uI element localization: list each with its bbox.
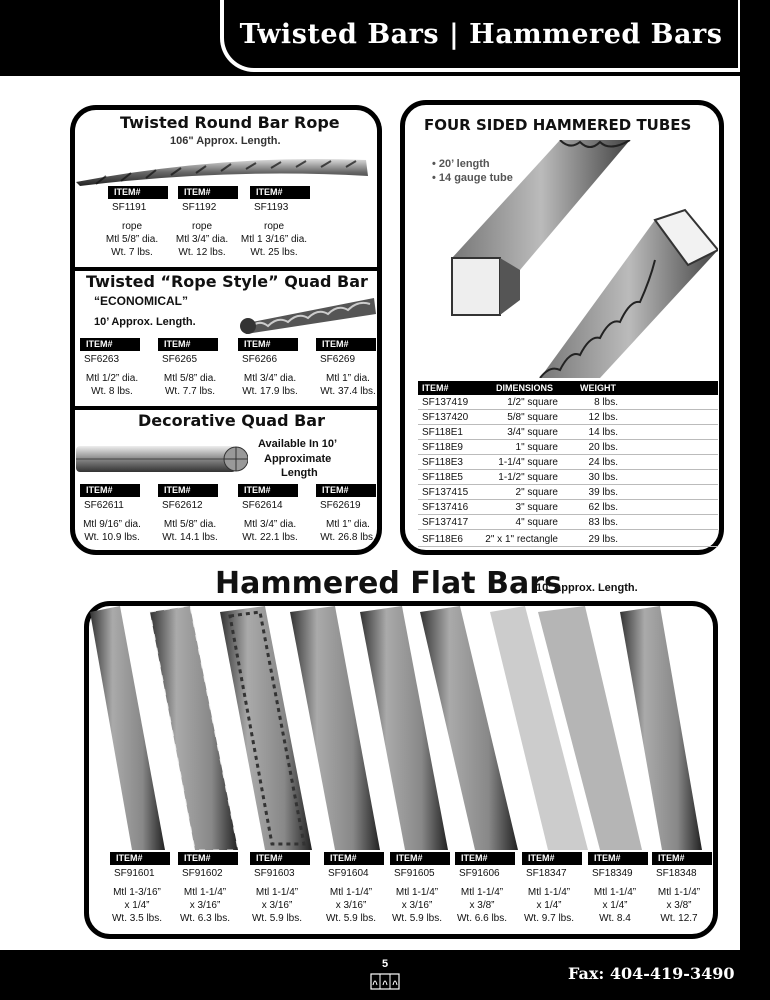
tubes-bullet-length: • 20’ length (432, 158, 490, 170)
item-description: Wt. 3.5 lbs. (111, 913, 162, 924)
table-cell-weight: 20 lbs. (588, 442, 618, 453)
item-label: ITEM# (522, 852, 582, 865)
item-label: ITEM# (158, 338, 218, 351)
table-cell-item: SF118E6 (422, 534, 463, 545)
item-code: SF62614 (242, 500, 283, 511)
item-description: Mtl 1-1/4” (527, 887, 571, 898)
item-description: Mtl 9/16” dia. (83, 519, 141, 530)
item-code: SF91601 (114, 868, 155, 879)
flat-bars-length: 10’ Approx. Length. (536, 582, 638, 594)
item-description: Mtl 1” dia. (326, 373, 370, 384)
table-row (418, 410, 718, 425)
item-description: Wt. 22.1 lbs. (242, 532, 298, 543)
item-description: Wt. 6.6 lbs. (456, 913, 507, 924)
flat-bars-title: Hammered Flat Bars (215, 566, 562, 601)
item-code: SF6266 (242, 354, 278, 365)
item-label: ITEM# (455, 852, 515, 865)
item-code: SF91605 (394, 868, 435, 879)
item-description: x 1/4” (536, 900, 562, 911)
item-description: Mtl 1 3/16” dia. (240, 234, 308, 245)
item-description: Wt. 8 lbs. (91, 386, 133, 397)
table-cell-dim: 2" square (515, 487, 558, 498)
item-description: Wt. 12.7 (660, 913, 698, 924)
item-description: Wt. 8.4 (599, 913, 631, 924)
table-cell-dim: 1/2" square (507, 397, 558, 408)
item-description: x 3/16” (189, 900, 221, 911)
item-description: Wt. 7.7 lbs. (164, 386, 215, 397)
table-cell-weight: 83 lbs. (588, 517, 618, 528)
item-label: ITEM# (250, 852, 310, 865)
item-code: SF91603 (254, 868, 295, 879)
item-description: Wt. 9.7 lbs. (523, 913, 574, 924)
page-number: 5 (381, 958, 389, 970)
item-description: Mtl 5/8” dia. (105, 234, 159, 245)
item-label: ITEM# (80, 338, 140, 351)
table-cell-item: SF137417 (422, 517, 469, 528)
item-description: Mtl 3/4” dia. (243, 373, 297, 384)
item-description: Mtl 1-1/4” (657, 887, 701, 898)
section-divider (70, 406, 382, 410)
item-description: x 1/4” (602, 900, 628, 911)
table-cell-dim: 3" square (515, 502, 558, 513)
table-cell-dim: 1-1/4" square (498, 457, 558, 468)
item-description: Mtl 3/4” dia. (243, 519, 297, 530)
table-cell-weight: 12 lbs. (588, 412, 618, 423)
item-description: Wt. 17.9 lbs. (242, 386, 298, 397)
item-description: Wt. 6.3 lbs. (179, 913, 230, 924)
item-code: SF91606 (459, 868, 500, 879)
table-cell-item: SF137419 (422, 397, 469, 408)
item-description: Wt. 5.9 lbs. (391, 913, 442, 924)
item-label: ITEM# (110, 852, 170, 865)
item-description: Mtl 1-1/4” (593, 887, 637, 898)
item-code: SF18348 (656, 868, 697, 879)
table-cell-weight: 8 lbs. (594, 397, 618, 408)
item-description: Wt. 37.4 lbs. (320, 386, 376, 397)
table-row (418, 440, 718, 455)
tubes-bullet-gauge: • 14 gauge tube (432, 172, 513, 184)
table-cell-item: SF137416 (422, 502, 469, 513)
table-row (418, 500, 718, 515)
table-cell-dim: 1-1/2" square (498, 472, 558, 483)
header-tab (220, 0, 742, 72)
item-description: Wt. 26.8 lbs. (320, 532, 376, 543)
table-row (418, 532, 718, 547)
item-code: SF1193 (254, 202, 289, 213)
item-code: SF91604 (328, 868, 369, 879)
item-label: ITEM# (108, 186, 168, 199)
item-label: ITEM# (178, 852, 238, 865)
quad-title: Twisted “Rope Style” Quad Bar (86, 272, 368, 291)
twisted-quad-image (238, 290, 378, 334)
item-label: ITEM# (178, 186, 238, 199)
page-title: Twisted Bars | Hammered Bars (239, 18, 723, 50)
item-label: ITEM# (80, 484, 140, 497)
quad-subtitle: “ECONOMICAL” (94, 294, 188, 308)
decor-note-line2: Approximate (264, 453, 332, 465)
section-divider (70, 267, 382, 271)
tubes-table-header (418, 381, 718, 395)
right-side-bar (740, 0, 770, 1000)
header-weight: WEIGHT (580, 383, 616, 393)
decorative-quad-image (76, 440, 248, 476)
table-cell-weight: 30 lbs. (588, 472, 618, 483)
item-code: SF91602 (182, 868, 223, 879)
item-description: Mtl 1-1/4” (329, 887, 373, 898)
header-item: ITEM# (422, 383, 449, 393)
item-description: Wt. 12 lbs. (178, 247, 226, 258)
item-label: ITEM# (588, 852, 648, 865)
item-code: SF18347 (526, 868, 567, 879)
twisted-rope-image (76, 146, 376, 186)
item-label: ITEM# (250, 186, 310, 199)
table-row (418, 485, 718, 500)
item-label: ITEM# (158, 484, 218, 497)
item-description: x 3/16” (335, 900, 367, 911)
table-cell-dim: 4" square (515, 517, 558, 528)
item-code: SF62612 (162, 500, 203, 511)
item-description: x 3/8” (469, 900, 495, 911)
item-code: SF18349 (592, 868, 633, 879)
table-cell-weight: 14 lbs. (588, 427, 618, 438)
item-code: SF1191 (112, 202, 147, 213)
item-label: ITEM# (238, 484, 298, 497)
item-label: ITEM# (316, 338, 376, 351)
table-cell-dim: 3/4" square (507, 427, 558, 438)
item-label: ITEM# (316, 484, 376, 497)
item-label: ITEM# (238, 338, 298, 351)
hammered-tube-image (440, 140, 718, 378)
item-label: ITEM# (324, 852, 384, 865)
item-description: rope (121, 221, 142, 232)
item-description: Mtl 1-1/4” (460, 887, 504, 898)
table-cell-dim: 5/8" square (507, 412, 558, 423)
table-row (418, 470, 718, 485)
table-row (418, 455, 718, 470)
item-description: rope (191, 221, 212, 232)
item-description: Mtl 1/2” dia. (85, 373, 139, 384)
item-code: SF1192 (182, 202, 217, 213)
tubes-title: FOUR SIDED HAMMERED TUBES (424, 116, 692, 134)
item-description: x 3/16” (261, 900, 293, 911)
item-description: x 3/16” (401, 900, 433, 911)
item-description: Mtl 3/4” dia. (175, 234, 229, 245)
item-label: ITEM# (390, 852, 450, 865)
item-code: SF6269 (320, 354, 356, 365)
decor-note-line1: Available In 10’ (258, 438, 338, 450)
item-description: Mtl 1” dia. (326, 519, 370, 530)
item-description: Wt. 10.9 lbs. (84, 532, 140, 543)
table-row (418, 395, 718, 410)
table-cell-weight: 39 lbs. (588, 487, 618, 498)
item-description: Wt. 5.9 lbs. (325, 913, 376, 924)
decor-note-line3: Length (281, 467, 318, 479)
table-cell-item: SF118E3 (422, 457, 463, 468)
decor-title: Decorative Quad Bar (138, 411, 325, 430)
item-description: Wt. 14.1 lbs. (162, 532, 218, 543)
quad-length: 10’ Approx. Length. (94, 316, 196, 328)
item-label: ITEM# (652, 852, 712, 865)
flat-bars-image (90, 606, 712, 850)
item-description: Mtl 1-3/16” (113, 887, 161, 898)
item-code: SF62619 (320, 500, 361, 511)
item-code: SF62611 (84, 500, 124, 511)
table-row (418, 515, 718, 530)
item-code: SF6265 (162, 354, 198, 365)
item-description: rope (263, 221, 284, 232)
item-description: Wt. 25 lbs. (250, 247, 298, 258)
table-cell-dim: 2" x 1" rectangle (485, 534, 558, 545)
table-cell-weight: 24 lbs. (588, 457, 618, 468)
table-cell-item: SF118E1 (422, 427, 463, 438)
item-description: Mtl 5/8” dia. (163, 373, 217, 384)
table-cell-item: SF118E9 (422, 442, 463, 453)
item-description: Mtl 5/8” dia. (163, 519, 217, 530)
item-code: SF6263 (84, 354, 120, 365)
rope-title: Twisted Round Bar Rope (120, 113, 340, 132)
rope-length: 106" Approx. Length. (170, 135, 281, 147)
item-description: x 3/8” (666, 900, 692, 911)
header-dimensions: DIMENSIONS (496, 383, 554, 393)
item-description: Wt. 7 lbs. (111, 247, 153, 258)
item-description: x 1/4” (124, 900, 150, 911)
table-cell-dim: 1" square (515, 442, 558, 453)
table-row (418, 425, 718, 440)
table-cell-weight: 62 lbs. (588, 502, 618, 513)
table-cell-item: SF118E5 (422, 472, 463, 483)
fence-logo-icon (370, 973, 400, 990)
item-description: Mtl 1-1/4” (255, 887, 299, 898)
fax-number: Fax: 404-419-3490 (568, 964, 735, 983)
table-cell-item: SF137415 (422, 487, 469, 498)
item-description: Wt. 5.9 lbs. (251, 913, 302, 924)
table-cell-weight: 29 lbs. (588, 534, 618, 545)
table-cell-item: SF137420 (422, 412, 469, 423)
tubes-table (418, 381, 718, 547)
item-description: Mtl 1-1/4” (395, 887, 439, 898)
item-description: Mtl 1-1/4” (183, 887, 227, 898)
